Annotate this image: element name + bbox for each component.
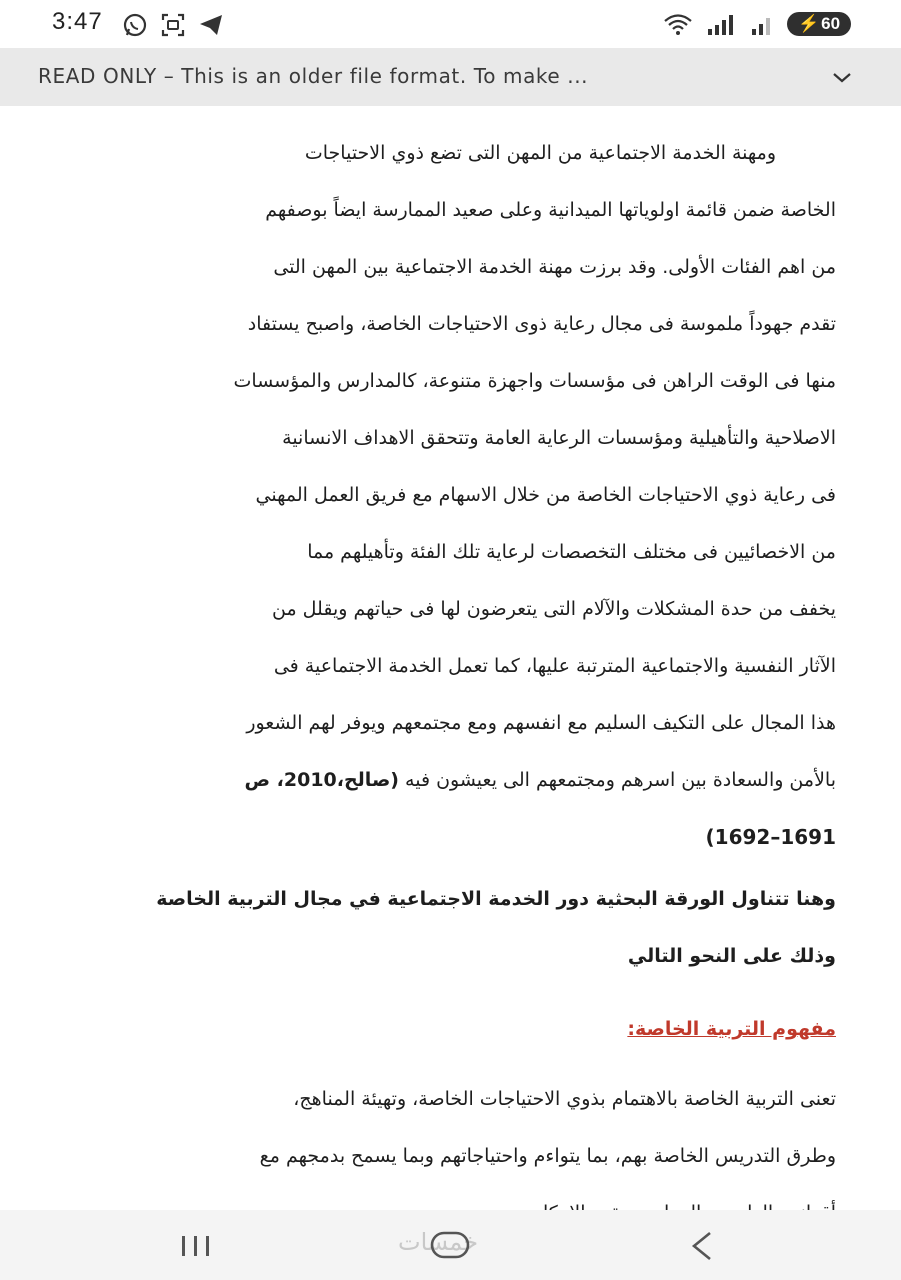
status-bar (0, 0, 901, 48)
watermark-text: خمسات (398, 1228, 479, 1256)
battery-indicator (787, 12, 851, 36)
home-icon[interactable] (420, 1230, 480, 1260)
text-line: وذلك على النحو التالي (627, 945, 836, 967)
status-notification-icons (122, 12, 224, 38)
battery-level: 60 (821, 14, 841, 33)
text-line: من اهم الفئات الأولى. وقد برزت مهنة الخدمة الاجتماعية بين المهن التى (273, 256, 836, 278)
text-line: تقدم جهوداً ملموسة فى مجال رعاية ذوى الاحتياجات الخاصة، واصبح يستفاد (247, 313, 836, 335)
text-line: وطرق التدريس الخاصة بهم، بما يتواءم واحتياجاتهم وبما يسمح بدمجهم مع (259, 1145, 836, 1167)
signal-strength-1-icon (707, 13, 737, 35)
screenshot-icon (160, 12, 186, 38)
status-time: 3:47 (52, 8, 103, 35)
text-line: الآثار النفسية والاجتماعية المترتبة عليها، كما تعمل الخدمة الاجتماعية فى (273, 655, 836, 677)
paragraph-scope (66, 886, 836, 976)
paragraph-definition (66, 1086, 836, 1216)
system-navigation-bar (0, 1210, 901, 1280)
paragraph-intro (66, 140, 836, 860)
recent-apps-icon[interactable] (176, 1232, 216, 1260)
text-line: فى رعاية ذوي الاحتياجات الخاصة من خلال الاسهام مع فريق العمل المهني (255, 484, 836, 506)
read-only-banner[interactable] (0, 48, 901, 106)
section-heading (66, 1016, 836, 1046)
text-line: الخاصة ضمن قائمة اولوياتها الميدانية وعلى صعيد الممارسة ايضاً بوصفهم (265, 199, 836, 221)
chevron-down-icon[interactable] (831, 66, 853, 88)
telegram-icon (198, 13, 224, 37)
citation-fragment: (صالح،2010، ص (244, 769, 399, 791)
citation-pages: 1691–1692) (705, 825, 836, 849)
status-system-icons (663, 12, 851, 36)
signal-strength-2-icon (751, 13, 773, 35)
text-line: الاصلاحية والتأهيلية ومؤسسات الرعاية العامة وتتحقق الاهداف الانسانية (282, 427, 836, 449)
text-line: تعنى التربية الخاصة بالاهتمام بذوي الاحتياجات الخاصة، وتهيئة المناهج، (293, 1088, 836, 1110)
heading-special-education: مفهوم التربية الخاصة: (627, 1018, 836, 1040)
document-page[interactable] (0, 106, 901, 1210)
read-only-banner-text: READ ONLY – This is an older file format. To make ... (38, 64, 589, 88)
text-line: هذا المجال على التكيف السليم مع انفسهم ومع مجتمعهم ويوفر لهم الشعور (246, 712, 836, 734)
text-line-with-citation (66, 767, 836, 793)
text-line: منها فى الوقت الراهن فى مؤسسات واجهزة متنوعة، كالمدارس والمؤسسات (233, 370, 836, 392)
text-line: من الاخصائيين فى مختلف التخصصات لرعاية تلك الفئة وتأهيلهم مما (307, 541, 836, 563)
text-line: وهنا تتناول الورقة البحثية دور الخدمة الاجتماعية في مجال التربية الخاصة (156, 888, 836, 910)
text-fragment: بالأمن والسعادة بين اسرهم ومجتمعهم الى يعيشون فيه (405, 769, 836, 791)
whatsapp-icon (122, 12, 148, 38)
back-icon[interactable] (688, 1230, 716, 1262)
text-line: يخفف من حدة المشكلات والآلام التى يتعرضون لها فى حياتهم ويقلل من (271, 598, 836, 620)
charging-icon: ⚡ (797, 14, 820, 33)
text-line: ومهنة الخدمة الاجتماعية من المهن التى تضع ذوي الاحتياجات (304, 142, 776, 164)
wifi-icon (663, 12, 693, 36)
